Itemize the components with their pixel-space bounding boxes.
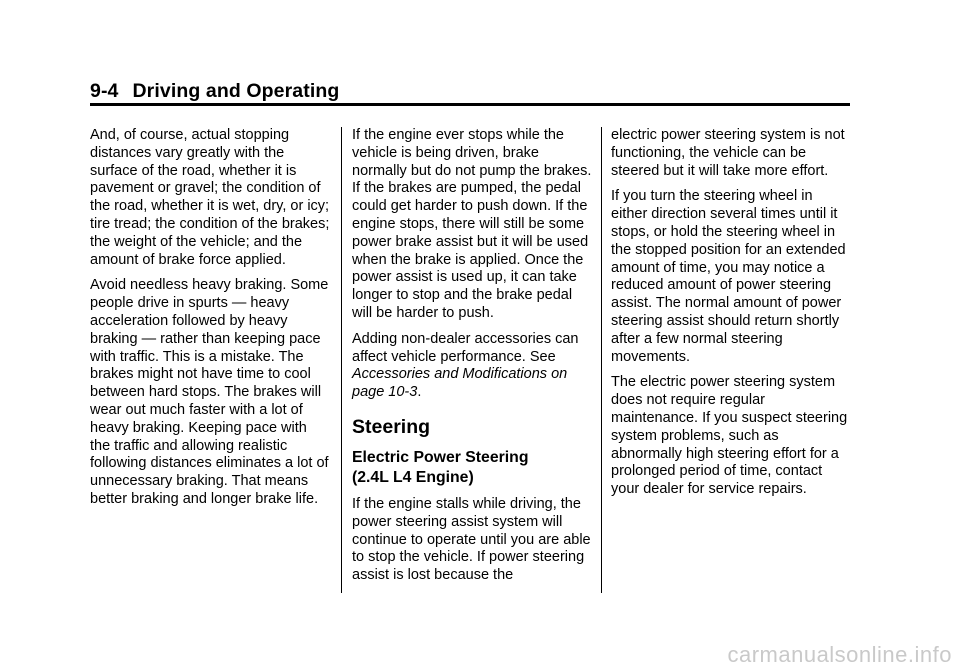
watermark: carmanualsonline.info — [727, 642, 952, 667]
paragraph-stopping-distances: And, of course, actual stopping distances vary greatly with the surface of the road, whether it is pavement or gravel; the condition of the road, whether it is wet, dry, or icy; tire tread; the condition of the brakes; the weight of the vehicle; and the amount of brake force applied. — [90, 127, 330, 268]
paragraph-maintenance: The electric power steering system does not require regular maintenance. If you suspect steering system problems, such as abnormally high steering effort for a prolonged period of time, contact your dealer for service repairs. — [611, 374, 848, 498]
section-name: Driving and Operating — [132, 80, 340, 102]
paragraph-engine-stops: If the engine ever stops while the vehicle is being driven, brake normally but do not pump the brakes. If the brakes are pumped, the pedal could get harder to push down. If the engine stops, there will still be some power brake assist but it will be used when the brake is applied. Once the power assist is used up, it can take longer to stop and the brake pedal will be harder to push. — [352, 127, 592, 321]
accessories-period: . — [417, 384, 422, 401]
paragraph-engine-stalls: If the engine stalls while driving, the power steering assist system will continue to operate until you are able to stop the vehicle. If power steering assist is lost because the — [352, 495, 591, 584]
header-rule — [90, 103, 850, 106]
column-2 — [352, 127, 592, 593]
column-divider-1 — [341, 127, 342, 593]
subsection-title-line-2: (2.4L L4 Engine) — [352, 468, 474, 486]
column-divider-2 — [601, 127, 602, 593]
paragraph-heavy-braking: Avoid needless heavy braking. Some people drive in spurts — heavy acceleration followed by heavy braking — rather than keeping pace with traffic. This is a mistake. The brakes might not have time to cool between hard stops. The brakes will wear out much faster with a lot of heavy braking. Keeping pace with the traffic and allowing realistic following distances eliminates a lot of unnecessary braking. That means better braking and longer brake life. — [90, 277, 329, 507]
header-title — [90, 80, 339, 103]
paragraph-eps-not-functioning: electric power steering system is not functioning, the vehicle can be steered but it will take more effort. — [611, 127, 845, 179]
section-title-steering: Steering — [352, 415, 431, 438]
subsection-title-line-1: Electric Power Steering — [352, 448, 529, 466]
column-3 — [611, 127, 851, 507]
subsection-title-electric-power-steering — [352, 448, 592, 488]
paragraph-reduced-assist: If you turn the steering wheel in either direction several times until it stops, or hold the steering wheel in the stopped position for an extended amount of time, you may notice a reduced amount of power steering assist. The normal amount of power steering assist should return shortly after a few normal steering movements. — [611, 188, 846, 365]
page-number: 9-4 — [90, 80, 119, 102]
accessories-text: Adding non-dealer accessories can affect vehicle performance. See — [352, 330, 579, 365]
page-header — [90, 78, 850, 108]
accessories-cross-reference-link[interactable]: Accessories and Modifications on page 10-3 — [352, 366, 568, 401]
paragraph-accessories — [352, 331, 592, 402]
column-1 — [90, 127, 330, 517]
